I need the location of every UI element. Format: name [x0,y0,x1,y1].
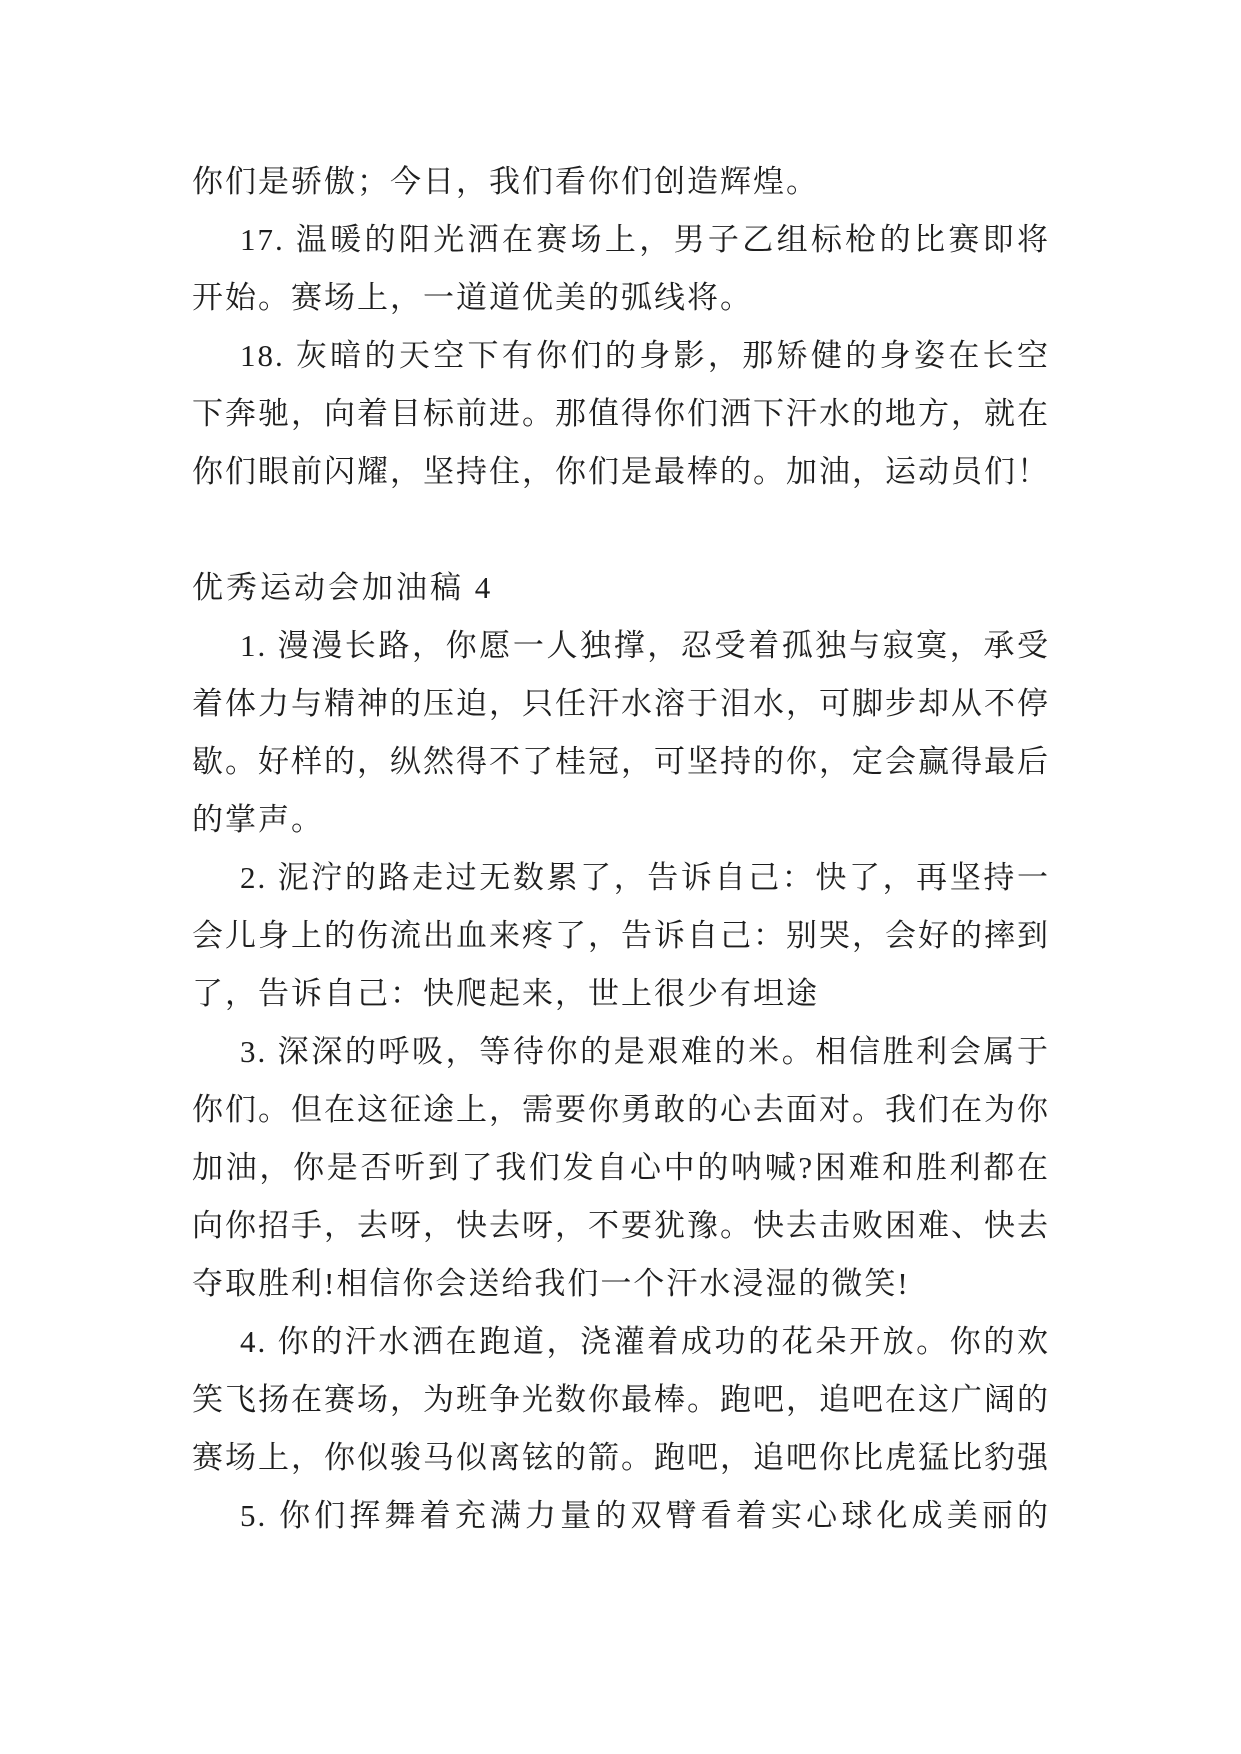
text-line: 你们是骄傲；今日，我们看你们创造辉煌。 [192,164,819,199]
text-line: 下奔驰，向着目标前进。那值得你们洒下汗水的地方，就在 [192,396,1050,431]
text-line: 赛场上，你似骏马似离铉的箭。跑吧，追吧你比虎猛比豹强 [192,1440,1050,1475]
section-header: 优秀运动会加油稿 4 [192,570,494,605]
document-text-block [192,153,1050,1545]
text-line: 的掌声。 [192,802,324,837]
text-line: 你们。但在这征途上，需要你勇敢的心去面对。我们在为你 [192,1092,1050,1127]
text-line: 会儿身上的伤流出血来疼了，告诉自己：别哭，会好的摔到 [192,918,1050,953]
text-line: 18. 灰暗的天空下有你们的身影，那矫健的身姿在长空 [240,338,1050,373]
text-line: 向你招手，去呀，快去呀，不要犹豫。快去击败困难、快去 [192,1208,1050,1243]
text-line: 你们眼前闪耀，坚持住，你们是最棒的。加油，运动员们！ [192,454,1050,489]
text-line: 5. 你们挥舞着充满力量的双臂看着实心球化成美丽的 [240,1498,1050,1533]
text-line: 开始。赛场上，一道道优美的弧线将。 [192,280,753,315]
text-line: 2. 泥泞的路走过无数累了，告诉自己：快了，再坚持一 [240,860,1050,895]
text-line: 笑飞扬在赛场，为班争光数你最棒。跑吧，追吧在这广阔的 [192,1382,1050,1417]
text-line: 1. 漫漫长路，你愿一人独撑，忍受着孤独与寂寞，承受 [240,628,1050,663]
text-line: 4. 你的汗水洒在跑道，浇灌着成功的花朵开放。你的欢 [240,1324,1050,1359]
text-line: 加油，你是否听到了我们发自心中的呐喊?困难和胜利都在 [192,1150,1050,1185]
text-line: 17. 温暖的阳光洒在赛场上，男子乙组标枪的比赛即将 [240,222,1050,257]
text-line: 夺取胜利!相信你会送给我们一个汗水浸湿的微笑! [192,1266,910,1301]
text-line: 歇。好样的，纵然得不了桂冠，可坚持的你，定会赢得最后 [192,744,1050,779]
text-line: 了，告诉自己：快爬起来，世上很少有坦途 [192,976,819,1011]
blank-line [192,501,1050,559]
text-line: 3. 深深的呼吸，等待你的是艰难的米。相信胜利会属于 [240,1034,1050,1069]
text-line: 着体力与精神的压迫，只任汗水溶于泪水，可脚步却从不停 [192,686,1050,721]
